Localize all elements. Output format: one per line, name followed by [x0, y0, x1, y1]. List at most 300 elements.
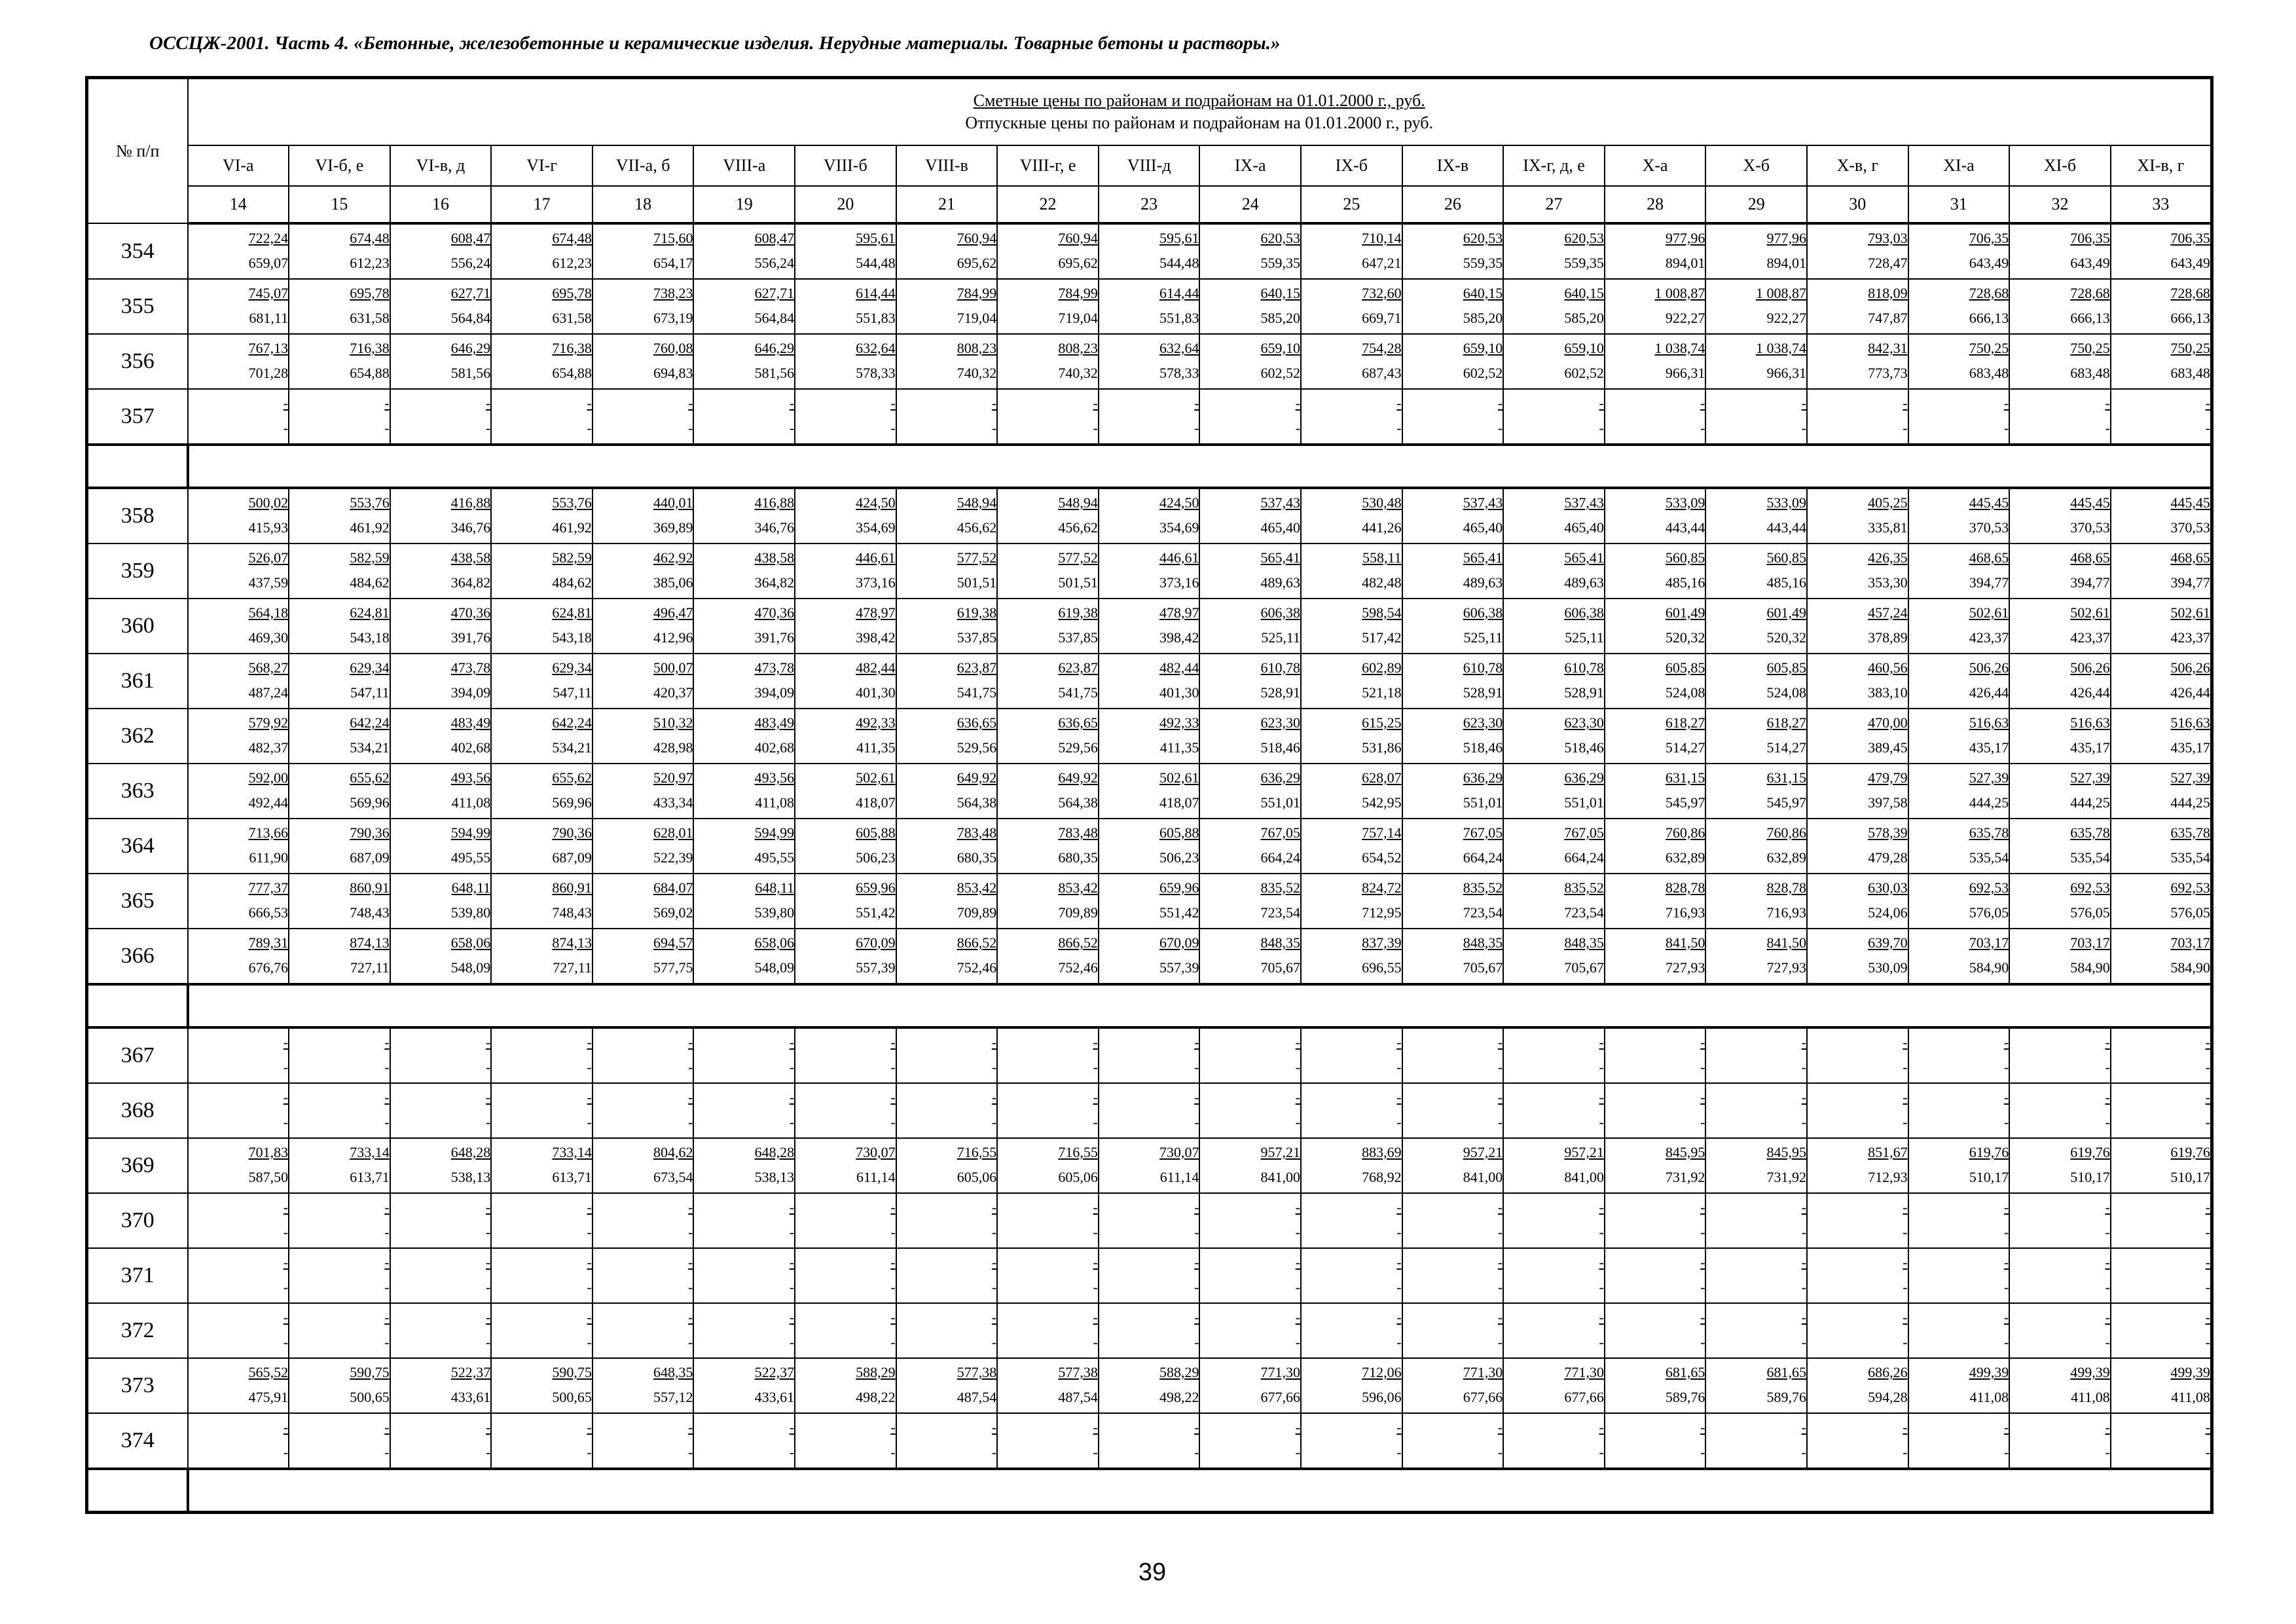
estimated-price: - [1295, 1419, 1301, 1435]
release-price: 538,13 [450, 1169, 491, 1185]
release-price: 709,89 [1058, 904, 1098, 921]
release-price: 569,02 [653, 904, 693, 921]
estimated-price: - [283, 1419, 289, 1435]
estimated-price: - [587, 1309, 592, 1325]
estimated-price: 608,47 [754, 230, 795, 246]
estimated-price: - [1700, 1309, 1705, 1325]
table-row [87, 389, 2212, 445]
estimated-price: - [1295, 395, 1301, 411]
estimated-price: - [688, 1199, 693, 1215]
price-cell [1199, 654, 1301, 709]
release-price: 537,85 [957, 629, 997, 646]
release-price: 728,47 [1868, 255, 1908, 271]
estimated-price: 623,30 [1564, 714, 1604, 731]
estimated-price: - [890, 1419, 896, 1435]
estimated-price: 703,17 [2070, 934, 2110, 951]
estimated-price: 716,38 [552, 340, 592, 356]
release-price: 602,52 [1564, 365, 1604, 381]
price-cell [2009, 279, 2111, 334]
price-cell [491, 819, 592, 874]
release-price: 482,48 [1362, 574, 1402, 591]
price-cell [2111, 1083, 2212, 1138]
price-cell [1199, 929, 1301, 984]
release-price: 541,75 [1058, 684, 1098, 701]
release-price: 539,80 [450, 904, 491, 921]
release-price: - [1194, 1334, 1199, 1350]
price-cell [592, 1358, 694, 1413]
release-price: 411,08 [451, 794, 491, 811]
column-number: 33 [2111, 186, 2212, 223]
estimated-price: 506,26 [2070, 659, 2110, 676]
release-price: - [1700, 1114, 1705, 1130]
release-price: 576,05 [2170, 904, 2210, 921]
row-number: 354 [87, 223, 188, 279]
release-price: 680,35 [1058, 849, 1098, 866]
estimated-price: 853,42 [1058, 879, 1098, 896]
release-price: - [2205, 1444, 2210, 1460]
estimated-price: 615,25 [1362, 714, 1402, 731]
price-cell [1605, 1358, 1706, 1413]
estimated-price: - [2003, 1034, 2009, 1050]
estimated-price: 706,35 [2170, 230, 2210, 246]
estimated-price: 767,05 [1260, 824, 1301, 841]
price-cell [2009, 599, 2111, 654]
price-cell [997, 488, 1099, 544]
price-cell [2111, 819, 2212, 874]
price-cell [1402, 1303, 1504, 1358]
estimated-price: - [1396, 1419, 1402, 1435]
price-cell [1705, 334, 1807, 389]
price-cell [1807, 1358, 1908, 1413]
estimated-price: 602,89 [1362, 659, 1402, 676]
release-price: 498,22 [1159, 1389, 1199, 1405]
release-price: 397,58 [1868, 794, 1908, 811]
release-price: 525,11 [1463, 629, 1503, 646]
estimated-price: 582,59 [552, 549, 592, 566]
estimated-price: 510,32 [653, 714, 693, 731]
release-price: - [1599, 1224, 1604, 1240]
release-price: - [1497, 1444, 1503, 1460]
release-price: - [485, 1444, 491, 1460]
row-number: 370 [87, 1193, 188, 1248]
estimated-price: 610,78 [1564, 659, 1604, 676]
price-table [85, 76, 2214, 1514]
price-cell [1199, 819, 1301, 874]
release-price: - [384, 1224, 390, 1240]
release-price: 500,65 [552, 1389, 592, 1405]
price-cell [1605, 334, 1706, 389]
release-price: 514,27 [1766, 739, 1806, 756]
release-price: - [1396, 1334, 1402, 1350]
price-cell [289, 654, 390, 709]
estimated-price: 646,29 [754, 340, 795, 356]
price-cell [1099, 654, 1200, 709]
estimated-price: 808,23 [1058, 340, 1098, 356]
price-cell [2111, 654, 2212, 709]
release-price: 564,38 [1058, 794, 1098, 811]
price-cell [896, 279, 998, 334]
release-price: - [2205, 1059, 2210, 1075]
estimated-price: 614,44 [856, 285, 896, 301]
price-cell [1503, 819, 1605, 874]
price-cell [1503, 654, 1605, 709]
release-price: 676,76 [248, 959, 289, 976]
estimated-price: - [890, 1089, 896, 1105]
estimated-price: 516,63 [2170, 714, 2210, 731]
release-price: - [991, 1279, 997, 1295]
estimated-price: 750,25 [1969, 340, 2009, 356]
release-price: 411,35 [1159, 739, 1199, 756]
release-price: - [587, 1114, 592, 1130]
release-price: 378,89 [1868, 629, 1908, 646]
release-price: 723,54 [1564, 904, 1604, 921]
estimated-price: 470,36 [450, 604, 491, 621]
estimated-price: 636,29 [1260, 769, 1301, 786]
estimated-price: 502,61 [1159, 769, 1199, 786]
price-cell [1301, 819, 1402, 874]
row-number: 358 [87, 488, 188, 544]
price-cell [2111, 1193, 2212, 1248]
release-price: - [384, 1059, 390, 1075]
price-cell [390, 1248, 492, 1303]
estimated-price: 1 008,87 [1756, 285, 1806, 301]
estimated-price: 853,42 [957, 879, 997, 896]
estimated-price: 828,78 [1665, 879, 1705, 896]
column-number: 25 [1301, 186, 1402, 223]
estimated-price: 712,06 [1362, 1364, 1402, 1380]
price-cell [1503, 929, 1605, 984]
row-number: 355 [87, 279, 188, 334]
estimated-price: 835,52 [1564, 879, 1604, 896]
release-price: - [2205, 420, 2210, 436]
estimated-price: 619,76 [2070, 1144, 2110, 1160]
price-cell [390, 654, 492, 709]
release-price: 524,08 [1665, 684, 1705, 701]
estimated-price: 468,65 [2170, 549, 2210, 566]
release-price: 537,85 [1058, 629, 1098, 646]
column-header: VI-г [491, 145, 592, 186]
release-price: - [789, 1334, 795, 1350]
release-price: - [1396, 1279, 1402, 1295]
release-price: 589,76 [1766, 1389, 1806, 1405]
estimated-price: 642,24 [350, 714, 390, 731]
estimated-price: - [688, 395, 693, 411]
release-price: 654,88 [552, 365, 592, 381]
price-cell [1503, 223, 1605, 279]
price-cell [2009, 389, 2111, 445]
release-price: 498,22 [856, 1389, 896, 1405]
release-price: 545,97 [1665, 794, 1705, 811]
price-cell [1099, 874, 1200, 929]
price-cell [896, 1193, 998, 1248]
column-header: VI-в, д [390, 145, 492, 186]
estimated-price: 438,58 [754, 549, 795, 566]
price-cell [2111, 488, 2212, 544]
estimated-price: 605,85 [1665, 659, 1705, 676]
estimated-price: 728,68 [2170, 285, 2210, 301]
price-cell [592, 1083, 694, 1138]
release-price: 551,01 [1564, 794, 1604, 811]
estimated-price: 767,13 [248, 340, 289, 356]
estimated-price: 492,33 [1159, 714, 1199, 731]
release-price: 411,08 [1969, 1389, 2009, 1405]
price-cell [289, 1358, 390, 1413]
price-cell [1402, 279, 1504, 334]
separator-cell [188, 1469, 2212, 1513]
estimated-price: - [2205, 1199, 2210, 1215]
release-price: 492,44 [248, 794, 289, 811]
column-number: 22 [997, 186, 1099, 223]
price-cell [1099, 1358, 1200, 1413]
price-cell [1705, 874, 1807, 929]
estimated-price: - [2205, 1254, 2210, 1270]
price-cell [1807, 1248, 1908, 1303]
price-cell [2009, 654, 2111, 709]
price-cell [2009, 1083, 2111, 1138]
column-number: 17 [491, 186, 592, 223]
price-cell [1807, 874, 1908, 929]
price-cell [693, 929, 795, 984]
release-price: 602,52 [1463, 365, 1503, 381]
release-price: - [587, 1059, 592, 1075]
release-price: 705,67 [1463, 959, 1503, 976]
estimated-price: 649,92 [957, 769, 997, 786]
estimated-price: 506,26 [2170, 659, 2210, 676]
estimated-price: 601,49 [1766, 604, 1806, 621]
estimated-price: 874,13 [350, 934, 390, 951]
price-cell [592, 1303, 694, 1358]
price-cell [1503, 1083, 1605, 1138]
release-price: 433,61 [754, 1389, 795, 1405]
title-row [87, 78, 2212, 146]
price-cell [2111, 334, 2212, 389]
estimated-price: - [1093, 1419, 1098, 1435]
release-price: - [991, 1224, 997, 1240]
release-price: - [1801, 1334, 1806, 1350]
estimated-price: 623,87 [1058, 659, 1098, 676]
release-price: - [1295, 1279, 1301, 1295]
price-cell [1301, 1027, 1402, 1083]
release-price: 544,48 [856, 255, 896, 271]
price-cell [1908, 929, 2010, 984]
release-price: 748,43 [552, 904, 592, 921]
price-cell [1908, 654, 2010, 709]
release-price: 412,96 [653, 629, 693, 646]
price-cell [1908, 544, 2010, 599]
price-cell [188, 764, 289, 819]
price-cell [997, 599, 1099, 654]
release-price: 612,23 [350, 255, 390, 271]
release-price: - [283, 420, 289, 436]
release-price: - [1599, 420, 1604, 436]
estimated-price: 646,29 [450, 340, 491, 356]
price-cell [1402, 1027, 1504, 1083]
release-price: - [384, 1279, 390, 1295]
price-cell [2111, 1248, 2212, 1303]
release-price: 535,54 [1969, 849, 2009, 866]
release-price: 605,06 [1058, 1169, 1098, 1185]
release-price: 398,42 [1159, 629, 1199, 646]
price-cell [2111, 709, 2212, 764]
release-price: 545,97 [1766, 794, 1806, 811]
release-price: 581,56 [450, 365, 491, 381]
release-price: - [283, 1444, 289, 1460]
estimated-price: 695,78 [552, 285, 592, 301]
estimated-price: - [2003, 1199, 2009, 1215]
release-price: 613,71 [350, 1169, 390, 1185]
price-cell [896, 334, 998, 389]
estimated-price: 784,99 [957, 285, 997, 301]
estimated-price: 733,14 [350, 1144, 390, 1160]
price-cell [2111, 599, 2212, 654]
estimated-price: - [1801, 1254, 1806, 1270]
estimated-price: 440,01 [653, 494, 693, 511]
estimated-price: - [1599, 1309, 1604, 1325]
price-cell [289, 874, 390, 929]
estimated-price: - [1194, 1089, 1199, 1105]
table-row [87, 599, 2212, 654]
estimated-price: 1 008,87 [1654, 285, 1705, 301]
release-price: 547,11 [350, 684, 390, 701]
release-price: - [485, 1059, 491, 1075]
release-price: 643,49 [1969, 255, 2009, 271]
release-price: 666,13 [2070, 310, 2110, 326]
release-price: 465,40 [1463, 519, 1503, 536]
estimated-price: 628,07 [1362, 769, 1402, 786]
price-cell [188, 1303, 289, 1358]
estimated-price: 750,25 [2070, 340, 2110, 356]
estimated-price: 553,76 [350, 494, 390, 511]
estimated-price: - [991, 1199, 997, 1215]
release-price: - [1093, 1224, 1098, 1240]
estimated-price: 560,85 [1766, 549, 1806, 566]
column-number: 20 [795, 186, 896, 223]
release-price: 602,52 [1260, 365, 1301, 381]
estimated-price: - [1599, 1199, 1604, 1215]
estimated-price: 745,07 [248, 285, 289, 301]
estimated-price: 623,30 [1260, 714, 1301, 731]
estimated-price: 462,92 [653, 549, 693, 566]
estimated-price: - [890, 1034, 896, 1050]
release-price: - [2003, 1279, 2009, 1295]
price-cell [1908, 1303, 2010, 1358]
release-price: 373,16 [1159, 574, 1199, 591]
release-price: 666,53 [248, 904, 289, 921]
price-cell [1705, 599, 1807, 654]
price-cell [2009, 819, 2111, 874]
release-price: 659,07 [248, 255, 289, 271]
release-price: 666,13 [2170, 310, 2210, 326]
estimated-price: 790,36 [552, 824, 592, 841]
price-cell [1908, 488, 2010, 544]
estimated-price: - [688, 1089, 693, 1105]
release-price: 391,76 [754, 629, 795, 646]
price-cell [2009, 1193, 2111, 1248]
price-cell [2111, 544, 2212, 599]
release-price: - [890, 1059, 896, 1075]
release-price: 544,48 [1159, 255, 1199, 271]
release-price: - [688, 1059, 693, 1075]
release-price: 520,32 [1665, 629, 1705, 646]
price-cell [1605, 279, 1706, 334]
price-cell [693, 764, 795, 819]
price-cell [2111, 223, 2212, 279]
price-cell [997, 334, 1099, 389]
estimated-price: 728,68 [2070, 285, 2110, 301]
column-number: 27 [1503, 186, 1605, 223]
price-cell [795, 1138, 896, 1193]
price-cell [1807, 544, 1908, 599]
price-cell [1199, 334, 1301, 389]
estimated-price: 473,78 [754, 659, 795, 676]
price-cell [2111, 929, 2212, 984]
estimated-price: 771,30 [1463, 1364, 1503, 1380]
estimated-price: 648,28 [754, 1144, 795, 1160]
release-price: 443,44 [1766, 519, 1806, 536]
release-price: 465,40 [1260, 519, 1301, 536]
column-number: 32 [2009, 186, 2111, 223]
price-cell [491, 709, 592, 764]
estimated-price: - [1700, 1419, 1705, 1435]
estimated-price: 424,50 [1159, 494, 1199, 511]
price-cell [1908, 764, 2010, 819]
estimated-price: 629,34 [552, 659, 592, 676]
price-cell [1807, 764, 1908, 819]
release-price: 695,62 [957, 255, 997, 271]
release-price: - [1093, 1114, 1098, 1130]
estimated-price: 473,78 [450, 659, 491, 676]
release-price: - [2205, 1114, 2210, 1130]
estimated-price: - [485, 1309, 491, 1325]
price-cell [390, 1303, 492, 1358]
price-cell [1199, 874, 1301, 929]
estimated-price: - [2105, 395, 2110, 411]
price-cell [390, 1193, 492, 1248]
release-price: 752,46 [1058, 959, 1098, 976]
price-cell [1402, 1358, 1504, 1413]
estimated-price: 424,50 [856, 494, 896, 511]
price-cell [289, 1248, 390, 1303]
estimated-price: 623,30 [1463, 714, 1503, 731]
column-header: VI-а [188, 145, 289, 186]
price-cell [491, 929, 592, 984]
price-cell [896, 709, 998, 764]
price-cell [390, 874, 492, 929]
estimated-price: 482,44 [856, 659, 896, 676]
price-cell [1908, 1248, 2010, 1303]
price-cell [1099, 334, 1200, 389]
column-header: IX-б [1301, 145, 1402, 186]
price-cell [592, 488, 694, 544]
price-cell [896, 223, 998, 279]
row-number: 364 [87, 819, 188, 874]
table-row [87, 544, 2212, 599]
price-cell [997, 1027, 1099, 1083]
release-price: - [1700, 1444, 1705, 1460]
estimated-price: 553,76 [552, 494, 592, 511]
estimated-price: - [1903, 1089, 1908, 1105]
price-cell [1402, 1193, 1504, 1248]
release-price: 596,06 [1362, 1389, 1402, 1405]
release-price: - [688, 1334, 693, 1350]
separator-cell [188, 984, 2212, 1027]
release-price: 748,43 [350, 904, 390, 921]
price-cell [1199, 223, 1301, 279]
table-row [87, 709, 2212, 764]
release-price: - [991, 1059, 997, 1075]
row-number: 367 [87, 1027, 188, 1083]
estimated-price: 733,14 [552, 1144, 592, 1160]
